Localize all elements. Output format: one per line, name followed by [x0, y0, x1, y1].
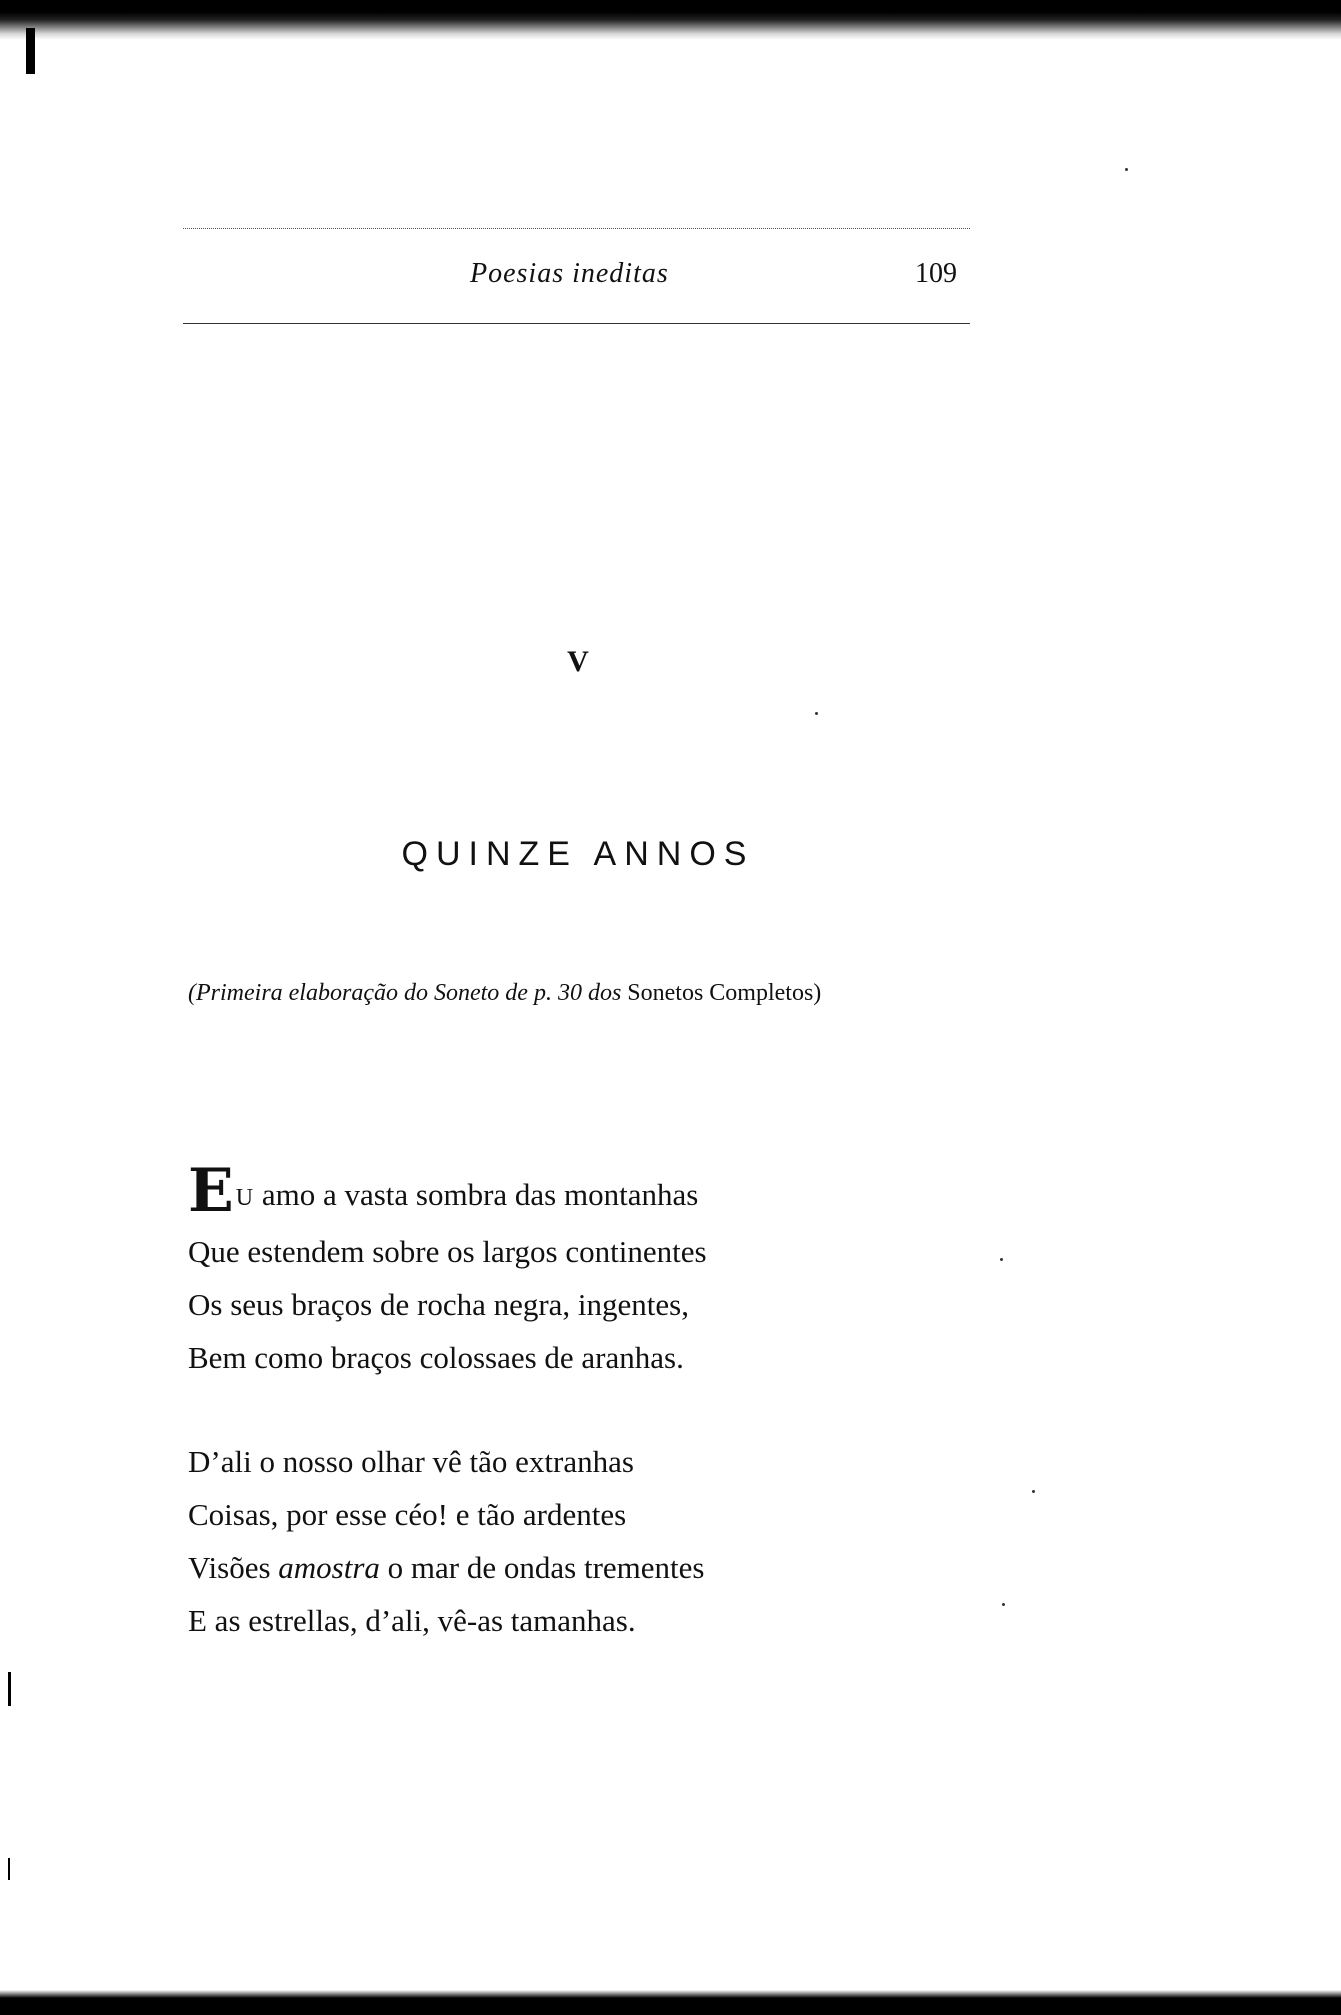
subtitle-text: (Primeira elaboração do Soneto de p. 30 dos — [188, 980, 622, 1006]
verse-line: D’ali o nosso olhar vê tão extranhas — [188, 1444, 634, 1479]
subtitle-close: ) — [813, 980, 822, 1006]
page-number: 109 — [915, 258, 957, 289]
stanza-2 — [188, 1435, 704, 1647]
verse-line: Bem como braços colossaes de aranhas. — [188, 1340, 684, 1375]
verse-emphasis: amostra — [278, 1550, 380, 1585]
scan-border-bottom — [0, 1990, 1341, 2015]
scan-border-top — [0, 0, 1341, 40]
subtitle-book-title: Sonetos Completos — [627, 980, 814, 1006]
stanza-1 — [188, 1156, 707, 1384]
scan-speck — [1125, 168, 1128, 171]
verse-line: Coisas, por esse céo! e tão ardentes — [188, 1497, 627, 1532]
scan-speck — [1002, 1603, 1005, 1606]
poem-title: QUINZE ANNOS — [401, 835, 755, 873]
verse-text: amo a vasta sombra das montanhas — [254, 1177, 699, 1212]
scan-speck — [1000, 1258, 1003, 1261]
header-rule-bottom — [183, 323, 970, 324]
poem-subtitle — [188, 980, 821, 1007]
scan-edge-mark — [8, 1858, 10, 1880]
drop-cap: E — [188, 1156, 234, 1226]
scan-edge-mark — [8, 1672, 11, 1706]
verse-line: Que estendem sobre os largos continentes — [188, 1234, 707, 1269]
header-rule-top — [183, 228, 970, 229]
running-header-title: Poesias ineditas — [470, 258, 669, 289]
section-number: V — [567, 645, 589, 678]
verse-line: Os seus braços de rocha negra, ingentes, — [188, 1287, 689, 1322]
scan-speck — [815, 712, 818, 715]
verse-text: o mar de ondas trementes — [379, 1550, 705, 1585]
verse-line — [188, 1541, 704, 1594]
verse-line — [188, 1156, 707, 1226]
verse-line: E as estrellas, d’ali, vê-as tamanhas. — [188, 1603, 636, 1638]
verse-text: Visões — [188, 1550, 279, 1585]
smallcap-letter: U — [235, 1185, 255, 1211]
scan-speck — [1032, 1490, 1035, 1493]
